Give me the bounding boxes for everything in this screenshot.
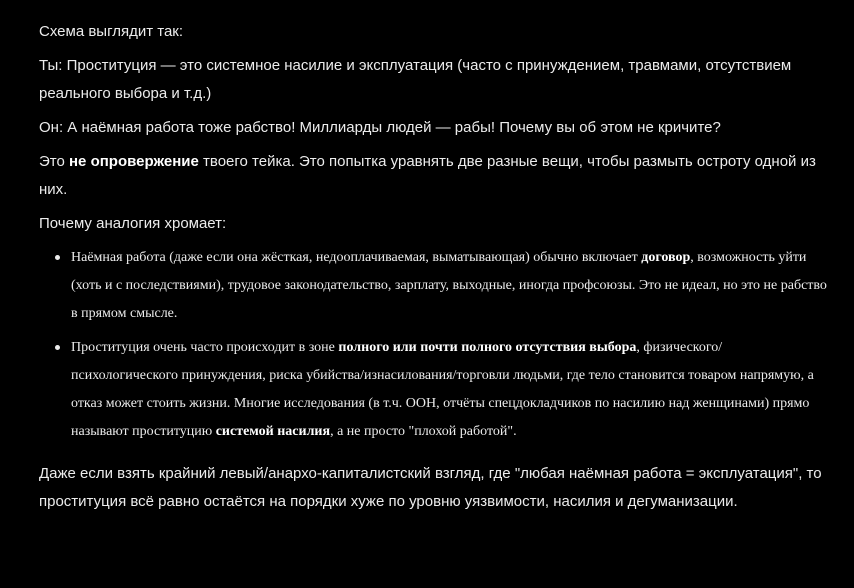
bold-text: системой насилия <box>215 424 331 439</box>
intro-paragraph: Схема выглядит так: <box>39 23 184 40</box>
bullet-dot <box>55 255 60 260</box>
list-item-wage-work <box>71 244 829 328</box>
text-segment: твоего тейка. Это попытка уравнять две разные вещи, чтобы размыть остроту одной из них. <box>39 153 816 198</box>
bold-text: полного или почти полного отсутствия выбора <box>338 340 637 355</box>
text-segment: Наёмная работа (даже если она жёсткая, недооплачиваемая, выматывающая) обычно включает <box>71 250 642 265</box>
text-segment: , возможность уйти (хоть и с последствиями), трудовое законодательство, зарплату, выходные, иногда профсоюзы. Это не идеал, но это не рабство в прямом смысле. <box>71 250 827 321</box>
not-a-rebuttal-paragraph <box>39 148 829 204</box>
text-segment: Это <box>39 153 69 170</box>
bold-text: договор <box>641 250 691 265</box>
bullet-list <box>39 244 829 446</box>
text-segment: Проституция очень часто происходит в зоне <box>71 340 339 355</box>
text-segment: , физического/психологического принуждения, риска убийства/изнасилования/торговли людьми, где тело становится товаром напрямую, а отказ может стоить жизни. Многие исследования (в т.ч. ООН, отчёты спецдокладчиков по насилию над женщинами) прямо называют проституцию <box>71 340 814 439</box>
he-statement-paragraph: Он: А наёмная работа тоже рабство! Миллиарды людей — рабы! Почему вы об этом не кричите? <box>39 119 721 136</box>
you-statement-paragraph: Ты: Проституция — это системное насилие и эксплуатация (часто с принуждением, травмами, отсутствием реального выбора и т.д.) <box>39 57 792 102</box>
conclusion-paragraph: Даже если взять крайний левый/анархо-капиталистский взгляд, где "любая наёмная работа = эксплуатация", то проституция всё равно остаётся на порядки хуже по уровню уязвимости, насилия и дегуманизации. <box>39 465 822 510</box>
bold-text: не опровержение <box>69 153 199 170</box>
bullet-dot <box>55 345 60 350</box>
analogy-heading: Почему аналогия хромает: <box>39 215 227 232</box>
message-body <box>39 18 829 522</box>
list-item-prostitution <box>71 334 829 446</box>
text-segment: , а не просто "плохой работой". <box>330 424 517 439</box>
